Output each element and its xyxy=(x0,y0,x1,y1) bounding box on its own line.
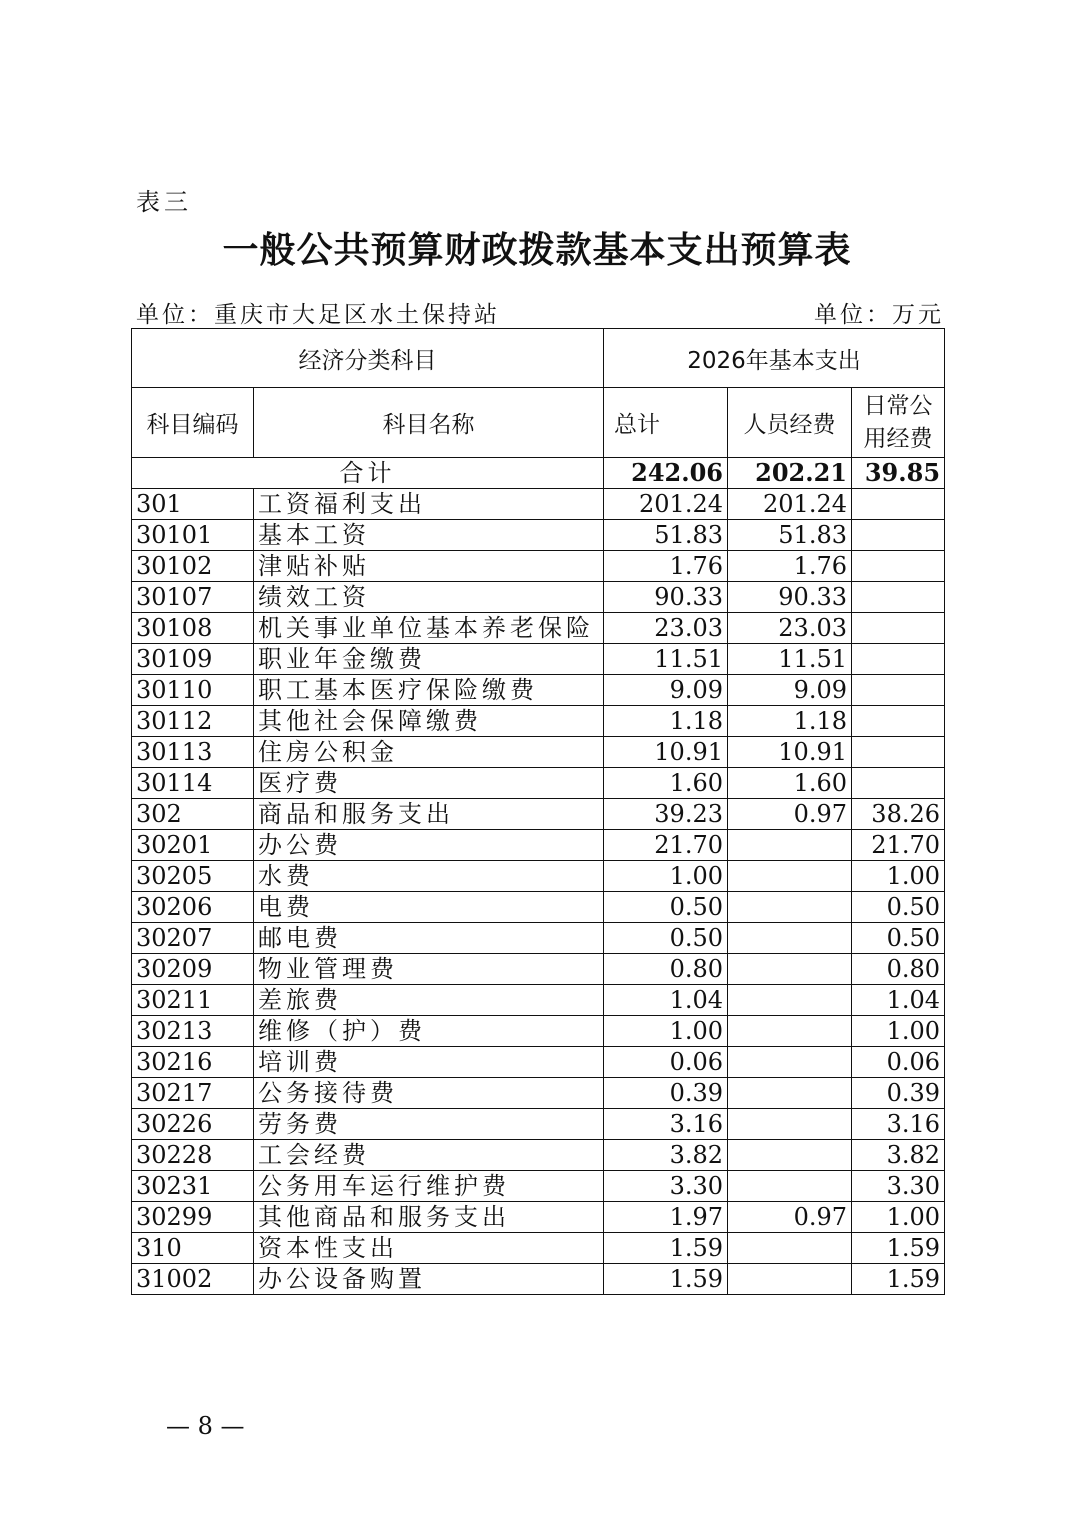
cell-personnel xyxy=(728,985,852,1016)
cell-public xyxy=(852,489,945,520)
header-basic-expenditure: 2026年基本支出 xyxy=(604,329,945,388)
header-total: 总计 xyxy=(604,388,728,458)
table-row xyxy=(132,985,945,1016)
cell-code: 30216 xyxy=(132,1047,254,1078)
cell-public: 1.59 xyxy=(852,1233,945,1264)
cell-name: 公务用车运行维护费 xyxy=(254,1171,604,1202)
table-row xyxy=(132,1047,945,1078)
header-code: 科目编码 xyxy=(132,388,254,458)
table-row xyxy=(132,613,945,644)
table-row xyxy=(132,830,945,861)
total-personnel: 202.21 xyxy=(728,458,852,489)
cell-code: 30207 xyxy=(132,923,254,954)
page-number: — 8 — xyxy=(166,1412,245,1440)
cell-total: 0.50 xyxy=(604,892,728,923)
cell-total: 1.59 xyxy=(604,1264,728,1295)
table-row xyxy=(132,799,945,830)
budget-table xyxy=(131,328,945,1295)
cell-personnel: 0.97 xyxy=(728,1202,852,1233)
cell-name: 维修（护）费 xyxy=(254,1016,604,1047)
cell-code: 30107 xyxy=(132,582,254,613)
cell-total: 51.83 xyxy=(604,520,728,551)
cell-personnel xyxy=(728,1171,852,1202)
cell-code: 30206 xyxy=(132,892,254,923)
table-row xyxy=(132,675,945,706)
cell-personnel xyxy=(728,1140,852,1171)
table-row xyxy=(132,1140,945,1171)
unit-currency: 单位：万元 xyxy=(814,302,944,328)
cell-name: 差旅费 xyxy=(254,985,604,1016)
cell-personnel xyxy=(728,892,852,923)
cell-total: 3.30 xyxy=(604,1171,728,1202)
header-row-1 xyxy=(132,329,945,388)
cell-public: 1.00 xyxy=(852,861,945,892)
cell-name: 资本性支出 xyxy=(254,1233,604,1264)
cell-public: 3.82 xyxy=(852,1140,945,1171)
cell-personnel: 1.60 xyxy=(728,768,852,799)
cell-total: 1.00 xyxy=(604,1016,728,1047)
table-row xyxy=(132,768,945,799)
cell-total: 1.97 xyxy=(604,1202,728,1233)
cell-code: 30211 xyxy=(132,985,254,1016)
cell-public: 3.30 xyxy=(852,1171,945,1202)
cell-public xyxy=(852,551,945,582)
cell-personnel xyxy=(728,1016,852,1047)
cell-public: 0.80 xyxy=(852,954,945,985)
cell-code: 30112 xyxy=(132,706,254,737)
cell-code: 30213 xyxy=(132,1016,254,1047)
cell-total: 21.70 xyxy=(604,830,728,861)
table-row xyxy=(132,582,945,613)
cell-public xyxy=(852,582,945,613)
table-row xyxy=(132,1109,945,1140)
cell-personnel xyxy=(728,861,852,892)
cell-total: 11.51 xyxy=(604,644,728,675)
cell-name: 其他商品和服务支出 xyxy=(254,1202,604,1233)
cell-total: 3.16 xyxy=(604,1109,728,1140)
cell-name: 公务接待费 xyxy=(254,1078,604,1109)
header-public: 日常公用经费 xyxy=(852,388,945,458)
cell-public xyxy=(852,644,945,675)
cell-public: 0.39 xyxy=(852,1078,945,1109)
cell-total: 3.82 xyxy=(604,1140,728,1171)
table-row xyxy=(132,1202,945,1233)
cell-public xyxy=(852,706,945,737)
cell-personnel xyxy=(728,1109,852,1140)
table-row xyxy=(132,1233,945,1264)
header-personnel: 人员经费 xyxy=(728,388,852,458)
cell-code: 31002 xyxy=(132,1264,254,1295)
cell-code: 30226 xyxy=(132,1109,254,1140)
table-row xyxy=(132,551,945,582)
table-row xyxy=(132,644,945,675)
table-row xyxy=(132,706,945,737)
table-row xyxy=(132,954,945,985)
cell-total: 90.33 xyxy=(604,582,728,613)
cell-code: 30217 xyxy=(132,1078,254,1109)
cell-name: 办公设备购置 xyxy=(254,1264,604,1295)
table-row xyxy=(132,1264,945,1295)
cell-name: 医疗费 xyxy=(254,768,604,799)
cell-personnel xyxy=(728,954,852,985)
cell-name: 邮电费 xyxy=(254,923,604,954)
cell-code: 302 xyxy=(132,799,254,830)
cell-code: 30299 xyxy=(132,1202,254,1233)
cell-public: 1.00 xyxy=(852,1016,945,1047)
cell-public: 1.00 xyxy=(852,1202,945,1233)
cell-code: 30228 xyxy=(132,1140,254,1171)
cell-total: 1.18 xyxy=(604,706,728,737)
cell-personnel: 201.24 xyxy=(728,489,852,520)
cell-name: 物业管理费 xyxy=(254,954,604,985)
total-public: 39.85 xyxy=(852,458,945,489)
table-row xyxy=(132,1078,945,1109)
table-row xyxy=(132,520,945,551)
cell-name: 基本工资 xyxy=(254,520,604,551)
cell-name: 绩效工资 xyxy=(254,582,604,613)
cell-code: 30108 xyxy=(132,613,254,644)
cell-code: 301 xyxy=(132,489,254,520)
cell-public xyxy=(852,737,945,768)
table-row xyxy=(132,1171,945,1202)
cell-personnel: 11.51 xyxy=(728,644,852,675)
cell-total: 0.06 xyxy=(604,1047,728,1078)
cell-public xyxy=(852,768,945,799)
cell-code: 30114 xyxy=(132,768,254,799)
cell-code: 30205 xyxy=(132,861,254,892)
header-economic-class: 经济分类科目 xyxy=(132,329,604,388)
table-row xyxy=(132,923,945,954)
cell-code: 30113 xyxy=(132,737,254,768)
cell-code: 310 xyxy=(132,1233,254,1264)
cell-total: 1.00 xyxy=(604,861,728,892)
cell-personnel xyxy=(728,830,852,861)
cell-personnel: 90.33 xyxy=(728,582,852,613)
cell-code: 30110 xyxy=(132,675,254,706)
total-total: 242.06 xyxy=(604,458,728,489)
cell-total: 39.23 xyxy=(604,799,728,830)
cell-code: 30209 xyxy=(132,954,254,985)
cell-total: 9.09 xyxy=(604,675,728,706)
cell-personnel: 23.03 xyxy=(728,613,852,644)
cell-public: 0.06 xyxy=(852,1047,945,1078)
cell-name: 职业年金缴费 xyxy=(254,644,604,675)
cell-name: 劳务费 xyxy=(254,1109,604,1140)
table-row xyxy=(132,892,945,923)
cell-total: 23.03 xyxy=(604,613,728,644)
cell-name: 电费 xyxy=(254,892,604,923)
cell-personnel xyxy=(728,1233,852,1264)
cell-public: 38.26 xyxy=(852,799,945,830)
cell-name: 津贴补贴 xyxy=(254,551,604,582)
table-row xyxy=(132,489,945,520)
cell-total: 10.91 xyxy=(604,737,728,768)
cell-total: 1.76 xyxy=(604,551,728,582)
cell-personnel: 0.97 xyxy=(728,799,852,830)
cell-total: 201.24 xyxy=(604,489,728,520)
cell-personnel: 9.09 xyxy=(728,675,852,706)
cell-name: 工会经费 xyxy=(254,1140,604,1171)
cell-public: 1.59 xyxy=(852,1264,945,1295)
cell-name: 水费 xyxy=(254,861,604,892)
cell-name: 培训费 xyxy=(254,1047,604,1078)
cell-personnel xyxy=(728,1078,852,1109)
cell-personnel xyxy=(728,923,852,954)
cell-name: 住房公积金 xyxy=(254,737,604,768)
page-title: 一般公共预算财政拨款基本支出预算表 xyxy=(222,229,852,271)
cell-code: 30102 xyxy=(132,551,254,582)
cell-name: 其他社会保障缴费 xyxy=(254,706,604,737)
table-label: 表三 xyxy=(136,188,192,216)
cell-total: 1.04 xyxy=(604,985,728,1016)
unit-organization: 单位：重庆市大足区水土保持站 xyxy=(136,302,500,328)
cell-public: 21.70 xyxy=(852,830,945,861)
total-label: 合计 xyxy=(132,458,604,489)
cell-code: 30231 xyxy=(132,1171,254,1202)
cell-personnel: 1.18 xyxy=(728,706,852,737)
cell-total: 0.80 xyxy=(604,954,728,985)
cell-personnel xyxy=(728,1047,852,1078)
table-row xyxy=(132,1016,945,1047)
cell-name: 商品和服务支出 xyxy=(254,799,604,830)
cell-code: 30201 xyxy=(132,830,254,861)
total-row xyxy=(132,458,945,489)
cell-public xyxy=(852,675,945,706)
cell-public xyxy=(852,520,945,551)
cell-personnel xyxy=(728,1264,852,1295)
cell-name: 职工基本医疗保险缴费 xyxy=(254,675,604,706)
cell-public: 3.16 xyxy=(852,1109,945,1140)
cell-name: 办公费 xyxy=(254,830,604,861)
table-row xyxy=(132,737,945,768)
cell-total: 1.59 xyxy=(604,1233,728,1264)
table-row xyxy=(132,861,945,892)
cell-personnel: 10.91 xyxy=(728,737,852,768)
cell-personnel: 1.76 xyxy=(728,551,852,582)
cell-public: 1.04 xyxy=(852,985,945,1016)
header-row-2 xyxy=(132,388,945,458)
cell-total: 0.39 xyxy=(604,1078,728,1109)
cell-public xyxy=(852,613,945,644)
table-body xyxy=(132,458,945,1295)
cell-code: 30101 xyxy=(132,520,254,551)
cell-public: 0.50 xyxy=(852,892,945,923)
cell-name: 机关事业单位基本养老保险 xyxy=(254,613,604,644)
cell-personnel: 51.83 xyxy=(728,520,852,551)
cell-name: 工资福利支出 xyxy=(254,489,604,520)
cell-total: 1.60 xyxy=(604,768,728,799)
header-name: 科目名称 xyxy=(254,388,604,458)
cell-code: 30109 xyxy=(132,644,254,675)
cell-total: 0.50 xyxy=(604,923,728,954)
cell-public: 0.50 xyxy=(852,923,945,954)
